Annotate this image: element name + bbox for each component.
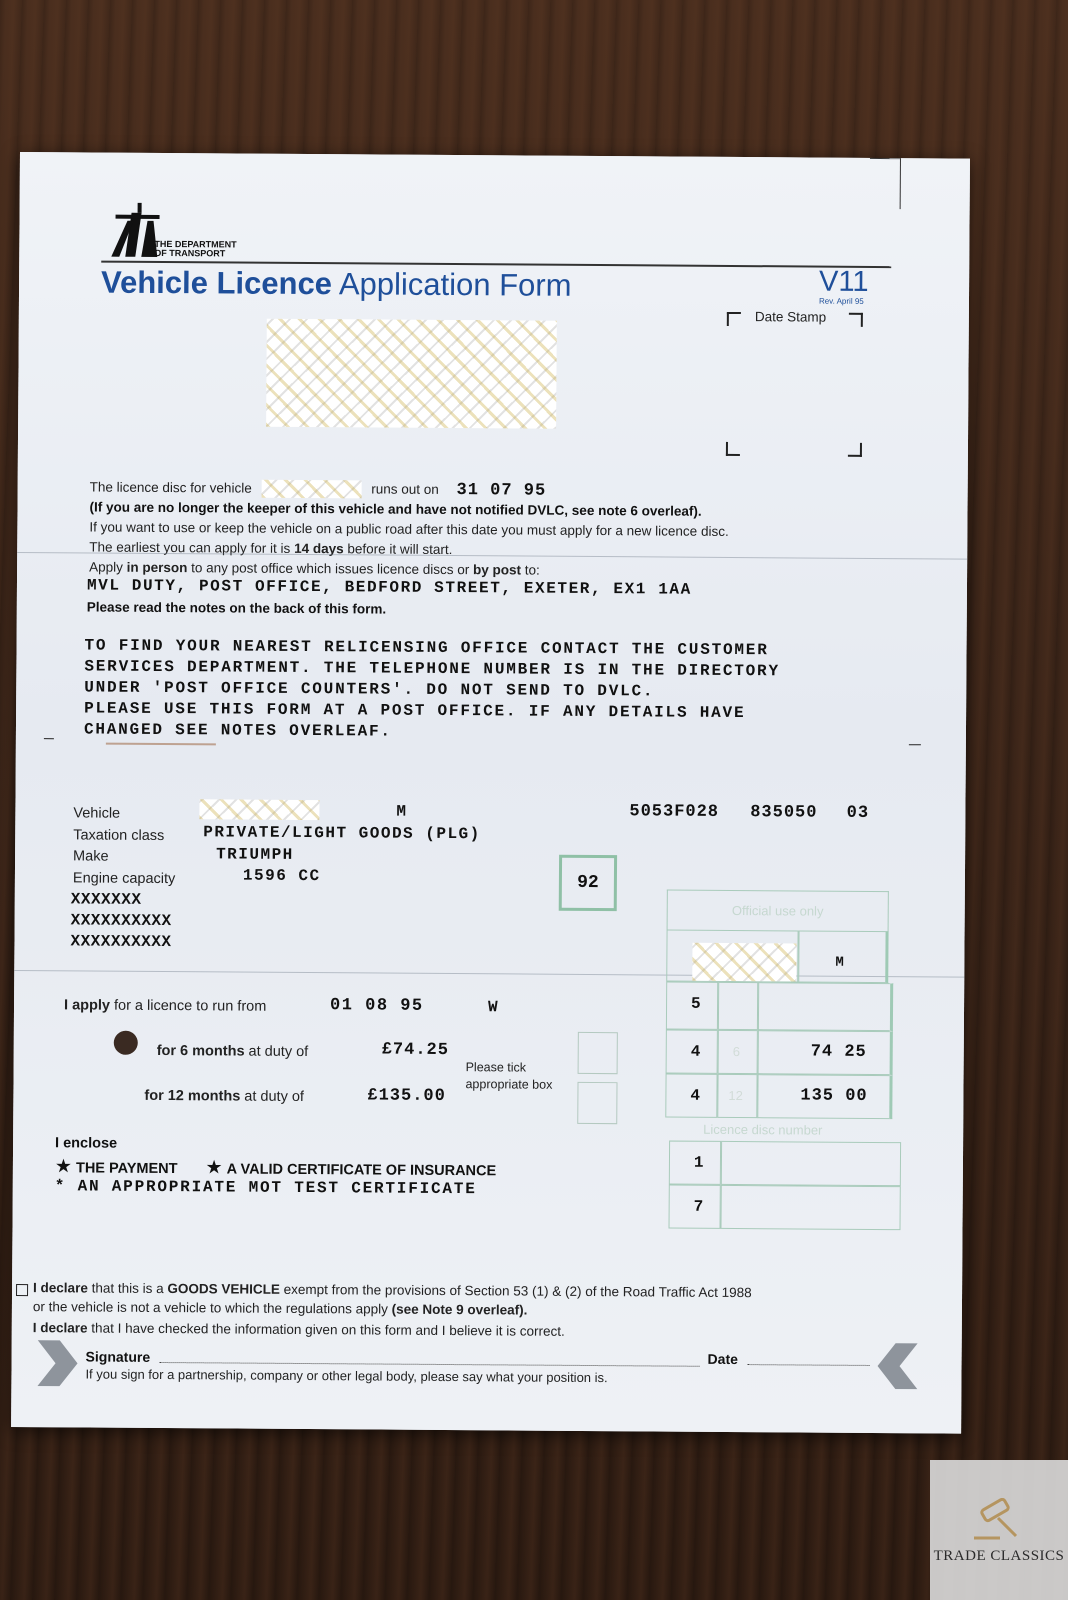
declare-3-text: that I have checked the information given on this form and I believe it is correct. [87, 1320, 565, 1339]
official-cell-7 [669, 1185, 721, 1229]
official-cell-blank [718, 982, 758, 1030]
ref-suffix: 03 [846, 803, 870, 823]
struck-out-lines [70, 889, 171, 953]
goods-vehicle-checkbox[interactable] [16, 1284, 28, 1296]
struck-line: XXXXXXXXXX [70, 932, 172, 952]
taxation-class-value: PRIVATE/LIGHT GOODS (PLG) [203, 823, 481, 844]
disc-prefix: The licence disc for vehicle [89, 479, 252, 496]
date-line[interactable] [748, 1364, 870, 1366]
declare-1-rest: exempt from the provisions of Section 53 (1) & (2) of the Road Traffic Act 1988 [279, 1281, 752, 1301]
licence-disc-number-label: Licence disc number [703, 1121, 823, 1138]
official-cell-4a [666, 1030, 718, 1074]
official-amount-6: 74 25 [810, 1042, 867, 1062]
stamp-corner-br [848, 443, 862, 457]
ref-number: 835050 [750, 803, 818, 823]
department-name [154, 240, 236, 259]
apply-w-marker: W [487, 998, 498, 1017]
gavel-icon [970, 1498, 1026, 1542]
star-icon: ★ [54, 1156, 73, 1178]
official-cell-4b [665, 1074, 717, 1118]
six-month-tickbox[interactable] [578, 1032, 618, 1074]
licence-form-paper [11, 152, 970, 1434]
official-cell-blank [720, 1185, 900, 1230]
signature-note: If you sign for a partnership, company or other legal body, please say what your position is. [85, 1366, 608, 1386]
redacted-address [266, 319, 557, 429]
notice-line: CHANGED SEE NOTES OVERLEAF. [83, 720, 392, 741]
enclose-insurance: A VALID CERTIFICATE OF INSURANCE [226, 1161, 497, 1180]
stamp-corner-tl [727, 312, 741, 326]
declare-2-text: or the vehicle is not a vehicle to which the regulations apply [32, 1299, 392, 1317]
official-use-label: Official use only [731, 902, 824, 919]
paper-corner-mark [870, 158, 901, 209]
apply-b: in person [126, 559, 188, 576]
earliest-a: The earliest you can apply for it is [89, 539, 295, 556]
expiry-date: 31 07 95 [456, 481, 547, 501]
form-title [101, 265, 572, 304]
declaration-1 [33, 1280, 752, 1300]
use-note: If you want to use or keep the vehicle on a public road after this date you must apply for a new licence disc. [89, 519, 729, 539]
label-vehicle: Vehicle [73, 805, 121, 822]
arrow-right-icon [37, 1340, 77, 1386]
apply-c: to any post office which issues licence discs or [187, 560, 474, 578]
notice-line: SERVICES DEPARTMENT. THE TELEPHONE NUMBER IS IN THE DIRECTORY [84, 657, 780, 681]
ink-mark [106, 743, 216, 746]
official-row-5: 5 [691, 994, 701, 1013]
enclose-payment: THE PAYMENT [75, 1160, 178, 1178]
apply-a: Apply [89, 559, 127, 575]
official-cell-amount-12 [757, 1074, 892, 1119]
apply-instruction [89, 559, 540, 577]
official-row-4a: 4 [690, 1042, 701, 1061]
declaration-2 [33, 1299, 528, 1317]
stamp-corner-tr [849, 313, 863, 327]
stamp-corner-bl [726, 442, 740, 456]
official-cell-5 [666, 982, 718, 1030]
vehicle-reference [629, 802, 869, 823]
six-month-duty: at duty of [244, 1043, 309, 1061]
arrow-left-icon [877, 1343, 917, 1389]
official-cell-m [798, 930, 888, 983]
official-row-7: 7 [693, 1197, 704, 1216]
title-bold: Vehicle Licence [100, 264, 333, 302]
ref-code: 5053F028 [629, 802, 720, 822]
relicensing-notice [84, 635, 780, 745]
official-row-4b: 4 [690, 1086, 701, 1105]
signature-label: Signature [85, 1348, 151, 1365]
date-label: Date [707, 1350, 739, 1368]
official-cell-6 [718, 1030, 758, 1074]
declare-1-text: that this is a [87, 1280, 168, 1297]
form-code: V11 [819, 265, 869, 298]
vehicle-labels [73, 803, 176, 890]
tick-line-1: Please tick [465, 1060, 527, 1075]
earliest-b: 14 days [294, 540, 344, 557]
vehicle-letter: M [396, 802, 407, 821]
official-cell-1 [669, 1141, 721, 1185]
punched-hole [114, 1031, 138, 1055]
declare-goods-vehicle: GOODS VEHICLE [167, 1281, 280, 1297]
watermark-text: TRADE CLASSICS [933, 1548, 1065, 1564]
notice-line: PLEASE USE THIS FORM AT A POST OFFICE. IF ANY DETAILS HAVE [84, 699, 746, 723]
disc-line [90, 478, 547, 500]
official-use-header [667, 890, 889, 932]
apply-e: to: [520, 562, 540, 578]
declare-1-bold: I declare [33, 1280, 88, 1296]
official-m: M [835, 954, 844, 971]
postal-address: MVL DUTY, POST OFFICE, BEDFORD STREET, EXETER, EX1 1AA [86, 576, 692, 599]
official-amount-12: 135 00 [800, 1086, 868, 1106]
engine-value: 1596 CC [242, 866, 321, 886]
department-line-2: OF TRANSPORT [154, 247, 226, 259]
disc-runs-out: runs out on [371, 481, 439, 497]
form-revision: Rev. April 95 [818, 296, 864, 306]
twelve-month-tickbox[interactable] [577, 1082, 617, 1124]
tick-instruction [465, 1059, 552, 1094]
six-month-amount: £74.25 [381, 1040, 450, 1061]
official-faint-6: 6 [732, 1043, 741, 1060]
label-engine-capacity: Engine capacity [72, 869, 176, 887]
boxed-code: 92 [559, 855, 617, 911]
six-month-label: for 6 months [156, 1042, 245, 1060]
label-taxation-class: Taxation class [73, 826, 165, 844]
apply-line [64, 997, 266, 1014]
struck-line: XXXXXXXXXX [70, 911, 172, 931]
keeper-note: (If you are no longer the keeper of this vehicle and have not notified DVLC, see note 6 overleaf). [89, 499, 702, 519]
redacted-registration [261, 480, 361, 499]
earliest-c: before it will start. [343, 541, 453, 558]
trade-classics-watermark [930, 1460, 1068, 1600]
apply-bold: I apply [63, 997, 111, 1014]
official-cell-blank [758, 982, 893, 1031]
enclose-label: I enclose [55, 1135, 118, 1152]
notice-line: UNDER 'POST OFFICE COUNTERS'. DO NOT SEND TO DVLC. [84, 678, 655, 701]
make-value: TRIUMPH [216, 845, 294, 864]
declaration-3 [33, 1320, 565, 1339]
declare-3-bold: I declare [32, 1320, 88, 1336]
struck-line: XXXXXXX [70, 890, 142, 909]
enclose-mot-text: AN APPROPRIATE MOT TEST CERTIFICATE [77, 1177, 477, 1199]
enclose-mot [55, 1177, 477, 1198]
official-cell-12 [717, 1074, 757, 1118]
official-cell-blank [721, 1141, 901, 1186]
redacted-vehicle-reg [199, 799, 319, 820]
apply-start-date: 01 08 95 [329, 996, 424, 1016]
read-notes: Please read the notes on the back of this form. [86, 599, 387, 617]
twelve-month-label: for 12 months [144, 1087, 241, 1105]
twelve-month-duty: at duty of [240, 1088, 305, 1106]
margin-tick-right [909, 744, 921, 745]
tick-line-2: appropriate box [465, 1077, 553, 1092]
notice-line: TO FIND YOUR NEAREST RELICENSING OFFICE CONTACT THE CUSTOMER [84, 636, 769, 660]
twelve-month-amount: £135.00 [367, 1086, 446, 1106]
apply-text: for a licence to run from [109, 997, 267, 1015]
redacted-official [692, 943, 796, 982]
official-row-1: 1 [693, 1153, 704, 1172]
date-stamp-label: Date Stamp [754, 309, 827, 325]
twelve-month-option [144, 1088, 304, 1105]
six-month-option [157, 1043, 309, 1060]
star-icon: ★ [205, 1157, 223, 1179]
signature-line[interactable] [160, 1362, 700, 1367]
apply-d: by post [472, 562, 522, 578]
fold-line-1 [17, 552, 967, 560]
declare-2-note: (see Note 9 overleaf). [391, 1301, 528, 1318]
label-make: Make [73, 848, 109, 865]
official-cell-amount-6 [758, 1030, 893, 1075]
asterisk-icon: * [54, 1177, 67, 1196]
official-faint-12: 12 [728, 1087, 743, 1104]
title-light: Application Form [338, 266, 572, 303]
margin-tick-left [44, 738, 54, 739]
department-line-1: THE DEPARTMENT [154, 238, 237, 250]
